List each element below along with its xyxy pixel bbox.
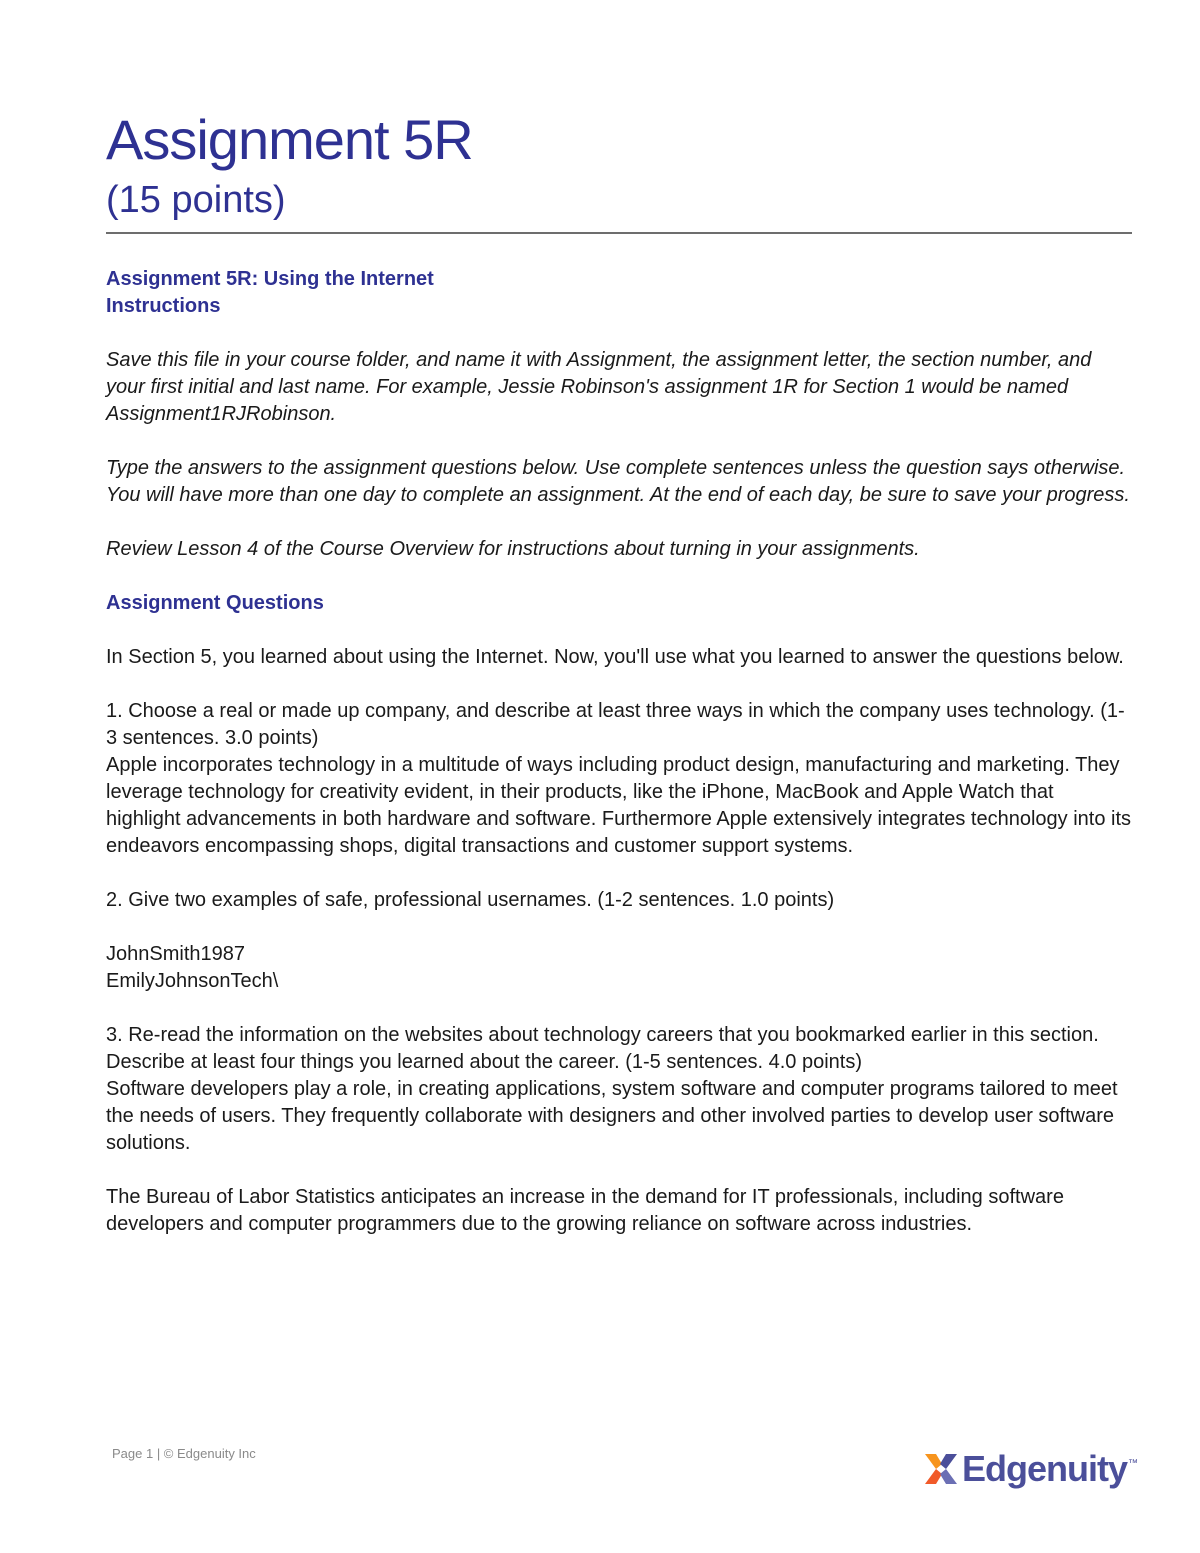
questions-intro: In Section 5, you learned about using the Internet. Now, you'll use what you learned to answer the questions below. [106,646,1124,668]
page-subtitle: (15 points) [106,179,286,221]
document-page [106,108,1132,1238]
instruction-paragraph: Review Lesson 4 of the Course Overview for instructions about turning in your assignments. [106,538,920,560]
title-divider [106,232,1132,234]
logo-wordmark: Edgenuity [962,1448,1128,1489]
instruction-paragraph: Save this file in your course folder, and name it with Assignment, the assignment letter, the section number, and your first initial and last name. For example, Jessie Robinson's assignment 1R for Section 1 would be named Assignment1RJRobinson. [106,349,1092,425]
x-mark-icon [922,1450,960,1488]
page-title: Assignment 5R [106,108,473,171]
question-3-answer: The Bureau of Labor Statistics anticipates an increase in the demand for IT professionals, including software developers and computer programmers due to the growing reliance on software across industries. [106,1186,1064,1235]
question-2-answer-line: JohnSmith1987 [106,943,245,965]
assignment-heading: Assignment 5R: Using the Internet [106,268,434,290]
question-3-answer: Software developers play a role, in creating applications, system software and computer programs tailored to meet the needs of users. They frequently collaborate with designers and other involved parties to develop user software solutions. [106,1078,1118,1154]
edgenuity-logo [922,1448,1138,1490]
instructions-heading-block [106,266,1132,320]
logo-trademark: ™ [1128,1458,1139,1469]
question-2-answer-line: EmilyJohnsonTech\ [106,970,279,992]
page-footer-label: Page 1 | © Edgenuity Inc [112,1446,256,1461]
questions-heading: Assignment Questions [106,592,324,614]
instruction-paragraph: Type the answers to the assignment questions below. Use complete sentences unless the question says otherwise. You will have more than one day to complete an assignment. At the end of each day, be sure to save your progress. [106,457,1130,506]
question-2-prompt: 2. Give two examples of safe, professional usernames. (1-2 sentences. 1.0 points) [106,889,835,911]
question-1-answer: Apple incorporates technology in a multitude of ways including product design, manufacturing and marketing. They leverage technology for creativity evident, in their products, like the iPhone, MacBook and Apple Watch that highlight advancements in both hardware and software. Furthermore Apple extensively integrates technology into its endeavors encompassing shops, digital transactions and customer support systems. [106,754,1132,857]
instructions-heading: Instructions [106,295,221,317]
question-3-prompt: 3. Re-read the information on the websites about technology careers that you bookmarked earlier in this section. Describe at least four things you learned about the career. (1-5 sentences. 4.0 points) [106,1024,1099,1073]
question-1-prompt: 1. Choose a real or made up company, and describe at least three ways in which the company uses technology. (1-3 sentences. 3.0 points) [106,700,1125,749]
